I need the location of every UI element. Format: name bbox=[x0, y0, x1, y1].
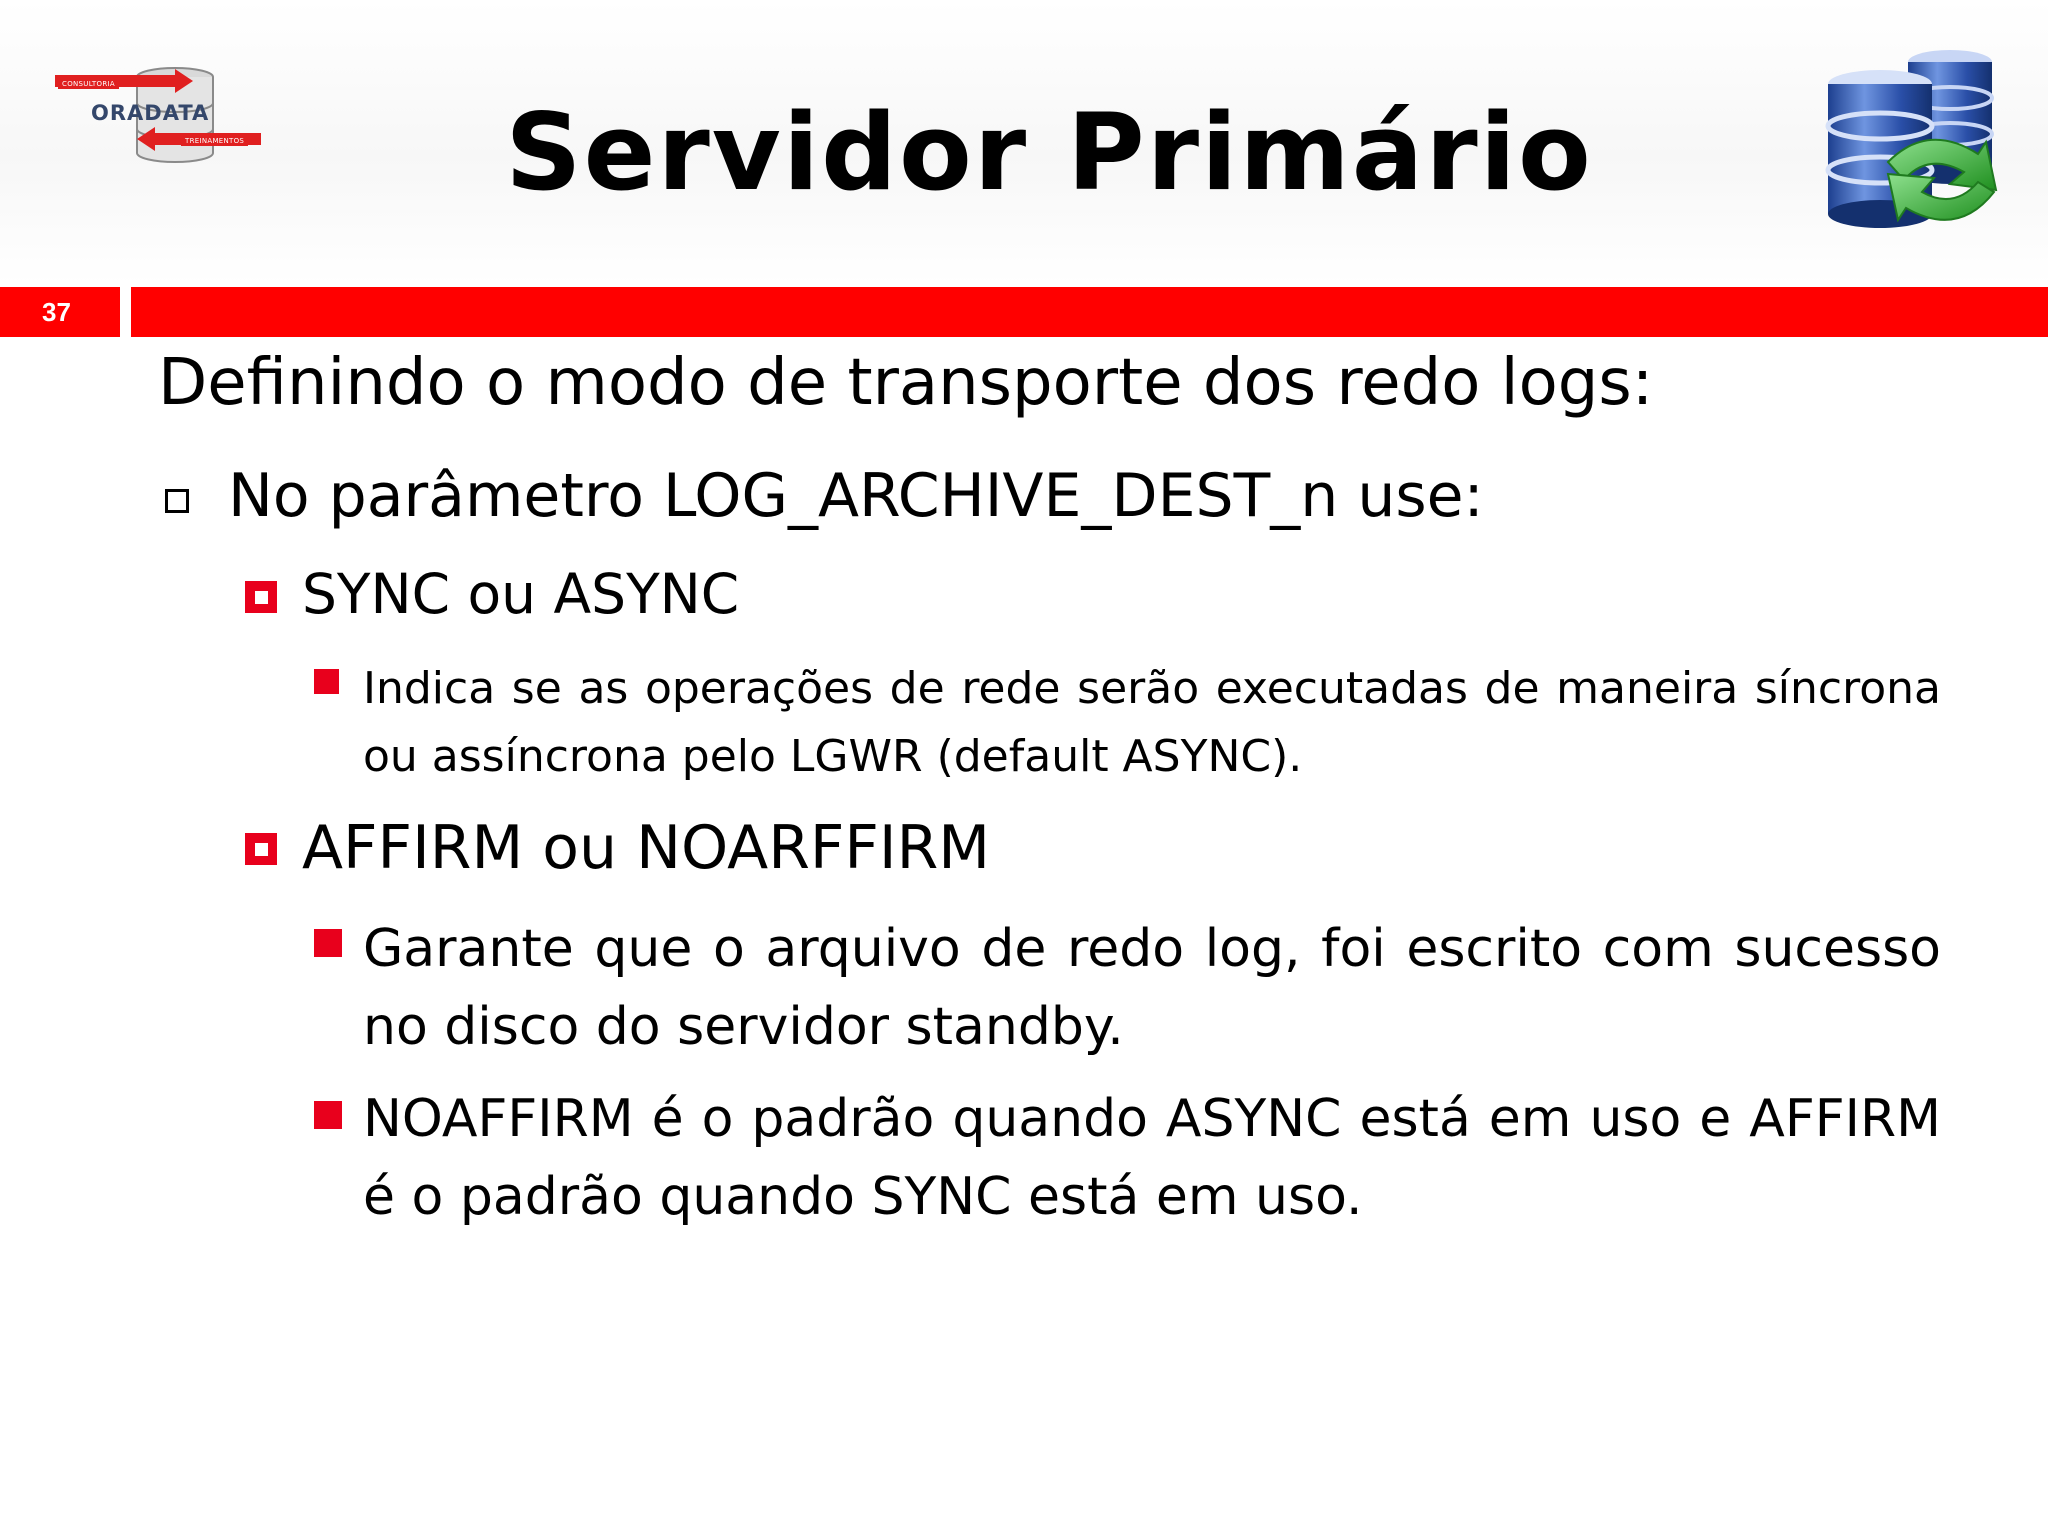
bullet-level-1: No parâmetro LOG_ARCHIVE_DEST_n use: bbox=[228, 461, 1484, 531]
detail-noaffirm: NOAFFIRM é o padrão quando ASYNC está em uso e AFFIRM é o padrão quando SYNC está em uso. bbox=[363, 1089, 1941, 1227]
content-heading: Definindo o modo de transporte dos redo logs: bbox=[158, 346, 1654, 420]
bullet-affirm-noaffirm: AFFIRM ou NOARFFIRM bbox=[302, 813, 991, 883]
logo-tag-top: CONSULTORIA bbox=[58, 79, 119, 89]
bullet-hollow-square bbox=[165, 489, 189, 513]
database-sync-icon bbox=[1818, 42, 2013, 242]
slide-title: Servidor Primário bbox=[505, 91, 1593, 214]
slide-number: 37 bbox=[0, 287, 120, 337]
detail-affirm: Garante que o arquivo de redo log, foi escrito com sucesso no disco do servidor standby. bbox=[363, 919, 1941, 1057]
bullet-solid-square bbox=[314, 669, 339, 694]
logo-tag-bottom: TREINAMENTOS bbox=[181, 136, 248, 146]
bullet-framed-square bbox=[245, 581, 277, 613]
bullet-solid-square bbox=[314, 1101, 342, 1129]
bullet-sync-async: SYNC ou ASYNC bbox=[302, 562, 740, 626]
detail-sync-async: Indica se as operações de rede serão executadas de maneira síncrona ou assíncrona pelo LGWR (default ASYNC). bbox=[363, 663, 1941, 782]
bullet-solid-square bbox=[314, 929, 342, 957]
title-divider-bar bbox=[131, 287, 2048, 337]
logo-name: ORADATA bbox=[91, 101, 210, 125]
bullet-framed-square bbox=[245, 833, 277, 865]
